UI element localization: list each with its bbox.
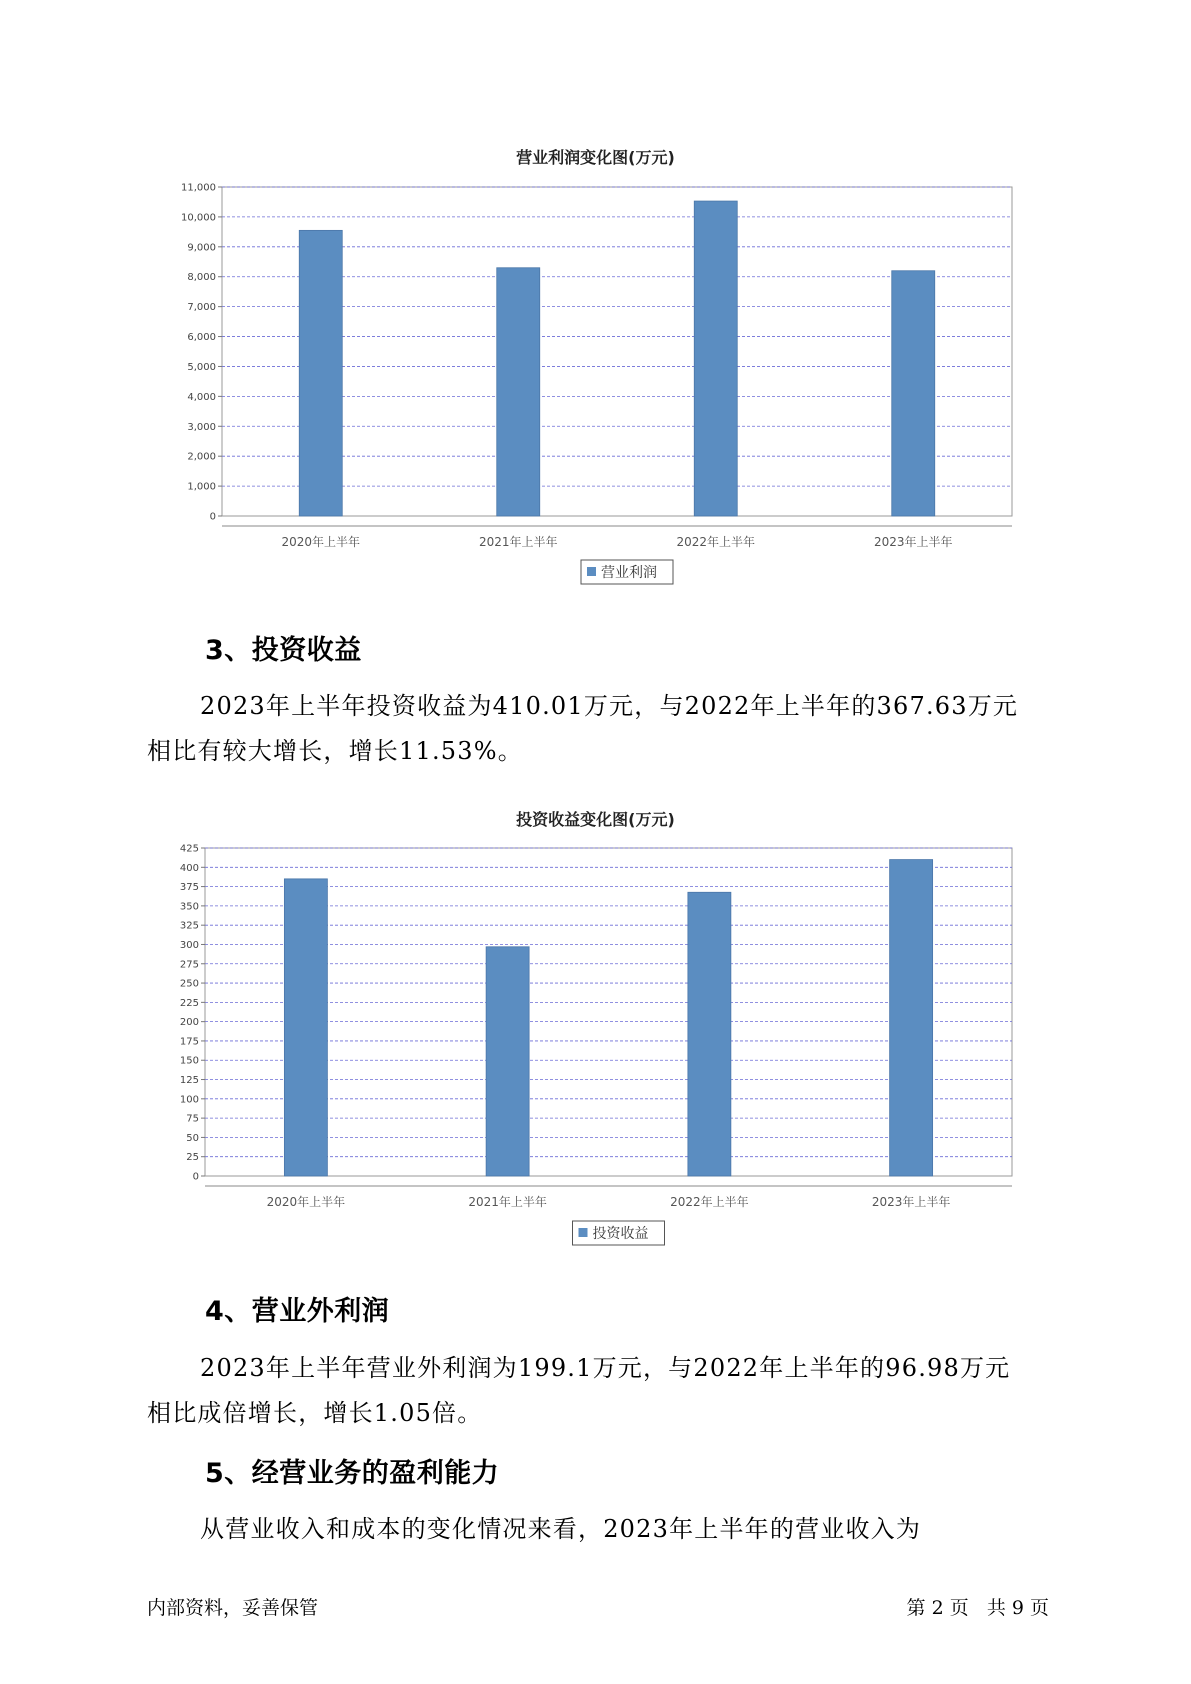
bar xyxy=(890,860,933,1176)
y-tick-label: 10,000 xyxy=(181,212,216,224)
y-tick-label: 400 xyxy=(179,862,199,874)
bar xyxy=(299,230,342,516)
footer-left: 内部资料，妥善保管 xyxy=(147,1597,319,1619)
y-tick-label: 25 xyxy=(186,1152,199,1164)
section-4-line-1: 2023年上半年营业外利润为199.1万元，与2022年上半年的96.98万元 xyxy=(200,1354,1011,1382)
y-tick-label: 3,000 xyxy=(187,421,216,433)
y-tick-label: 7,000 xyxy=(187,302,216,314)
y-tick-label: 6,000 xyxy=(187,332,216,344)
section-4-paragraph xyxy=(147,1346,1052,1436)
y-tick-label: 125 xyxy=(179,1075,199,1087)
section-5-paragraph xyxy=(147,1507,1052,1552)
y-tick-label: 425 xyxy=(179,843,199,855)
y-tick-label: 5,000 xyxy=(187,361,216,373)
y-tick-label: 150 xyxy=(179,1055,199,1067)
y-tick-label: 0 xyxy=(192,1171,199,1183)
y-tick-label: 325 xyxy=(179,920,199,932)
y-tick-label: 175 xyxy=(179,1036,199,1048)
y-tick-label: 225 xyxy=(179,997,199,1009)
chart-1-title: 营业利润变化图(万元) xyxy=(516,148,675,167)
legend-label: 营业利润 xyxy=(601,565,657,581)
y-tick-label: 2,000 xyxy=(187,451,216,463)
section-5-heading: 5、经营业务的盈利能力 xyxy=(205,1458,500,1489)
x-category-label: 2023年上半年 xyxy=(871,1195,951,1209)
footer-page-number: 第 2 页 共 9 页 xyxy=(906,1597,1049,1619)
bar xyxy=(486,947,529,1176)
y-tick-label: 9,000 xyxy=(187,242,216,254)
legend-swatch xyxy=(587,567,596,576)
y-tick-label: 8,000 xyxy=(187,272,216,284)
bar xyxy=(497,268,540,516)
bar xyxy=(694,201,737,516)
y-tick-label: 100 xyxy=(179,1094,199,1106)
y-tick-label: 250 xyxy=(179,978,199,990)
x-category-label: 2022年上半年 xyxy=(670,1195,749,1209)
y-tick-label: 200 xyxy=(179,1017,199,1029)
legend-label: 投资收益 xyxy=(592,1226,649,1242)
y-tick-label: 75 xyxy=(186,1113,199,1125)
bar xyxy=(284,879,327,1176)
legend xyxy=(581,560,673,584)
y-tick-label: 50 xyxy=(186,1132,199,1144)
legend-swatch xyxy=(579,1228,588,1237)
x-category-label: 2020年上半年 xyxy=(266,1195,346,1209)
section-4-line-2: 相比成倍增长，增长1.05倍。 xyxy=(147,1399,483,1427)
bar xyxy=(688,892,731,1176)
x-category-label: 2020年上半年 xyxy=(281,535,361,549)
operating-profit-chart xyxy=(0,160,1191,600)
x-category-label: 2022年上半年 xyxy=(676,535,756,549)
section-5-line-1: 从营业收入和成本的变化情况来看，2023年上半年的营业收入为 xyxy=(200,1515,922,1543)
section-3-heading: 3、投资收益 xyxy=(205,635,362,666)
section-3-paragraph xyxy=(147,684,1052,774)
y-tick-label: 350 xyxy=(179,901,199,913)
x-category-label: 2023年上半年 xyxy=(873,535,953,549)
y-tick-label: 275 xyxy=(179,959,199,971)
x-category-label: 2021年上半年 xyxy=(468,1195,547,1209)
bar xyxy=(892,271,935,516)
chart-2-title: 投资收益变化图(万元) xyxy=(516,810,675,829)
y-tick-label: 375 xyxy=(179,882,199,894)
section-3-line-1: 2023年上半年投资收益为410.01万元，与2022年上半年的367.63万元 xyxy=(200,692,1019,720)
section-4-heading: 4、营业外利润 xyxy=(205,1296,390,1327)
y-tick-label: 300 xyxy=(179,939,199,951)
x-category-label: 2021年上半年 xyxy=(478,535,558,549)
y-tick-label: 1,000 xyxy=(187,481,216,493)
y-tick-label: 11,000 xyxy=(181,182,216,194)
section-3-line-2: 相比有较大增长，增长11.53%。 xyxy=(147,737,523,765)
investment-income-chart xyxy=(0,836,1191,1246)
legend xyxy=(573,1221,665,1245)
y-tick-label: 0 xyxy=(209,511,216,523)
y-tick-label: 4,000 xyxy=(187,391,216,403)
